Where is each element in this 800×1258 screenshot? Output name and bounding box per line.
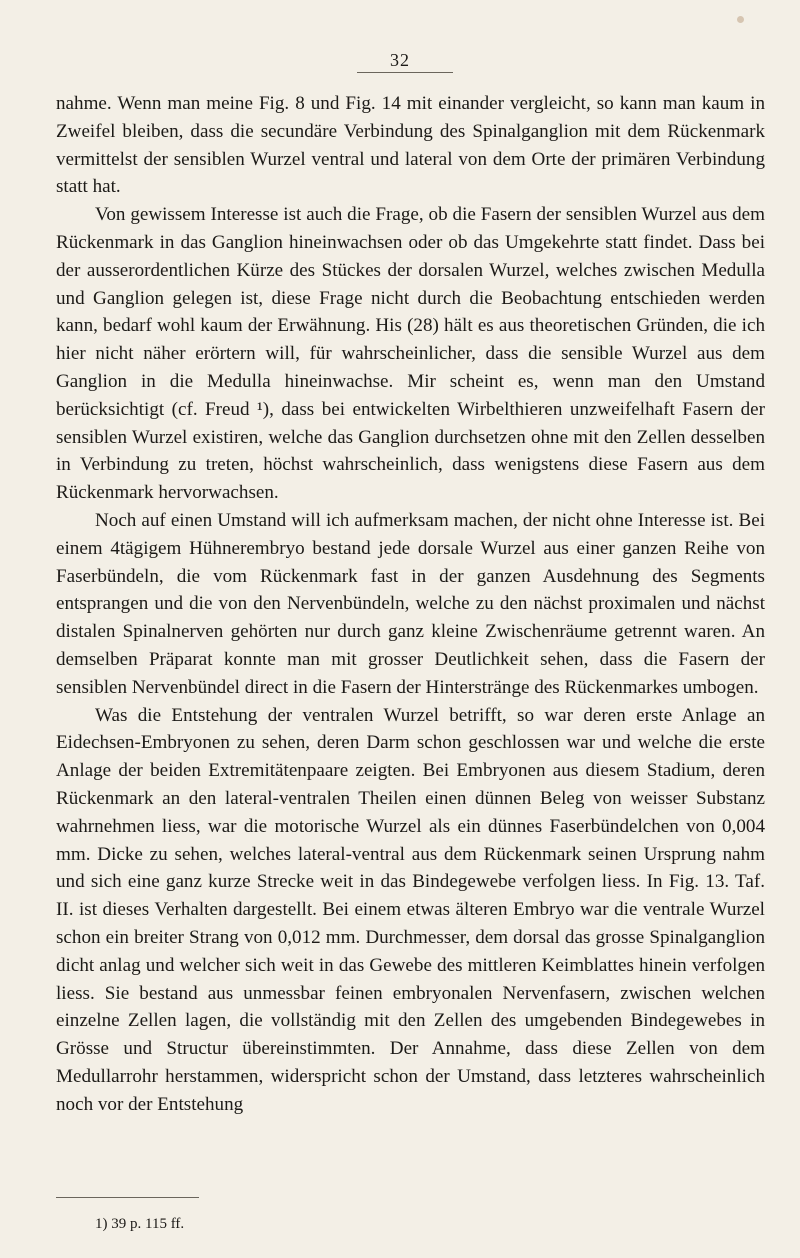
- body-text: [56, 90, 765, 1118]
- paper-stain: [737, 16, 744, 23]
- footnote: 1) 39 p. 115 ff.: [95, 1216, 185, 1232]
- paragraph-2: Von gewissem Interesse ist auch die Frage, ob die Fasern der sensiblen Wurzel aus dem Rückenmark in das Ganglion hineinwachsen oder ob das Umgekehrte statt findet. Dass bei der ausserordentlichen Kürze des Stückes der dorsalen Wurzel, welches zwischen Medulla und Ganglion gelegen ist, diese Frage nicht durch die Beobachtung entschieden werden kann, bedarf wohl kaum der Erwähnung. His (28) hält es aus theoretischen Gründen, die ich hier nicht näher erörtern will, für wahrscheinlicher, dass die sensible Wurzel aus dem Ganglion in die Medulla hineinwachse. Mir scheint es, wenn man den Umstand berücksichtigt (cf. Freud ¹), dass bei entwickelten Wirbelthieren unzweifelhaft Fasern der sensiblen Wurzel existiren, welche das Ganglion durchsetzen ohne mit den Zellen desselben in Verbindung zu treten, höchst wahrscheinlich, dass wenigstens diese Fasern aus dem Rückenmark hervorwachsen.: [56, 204, 765, 504]
- footnote-rule: [56, 1197, 199, 1198]
- paragraph-4: Was die Entstehung der ventralen Wurzel betrifft, so war deren erste Anlage an Eidechsen-Embryonen zu sehen, deren Darm schon geschlossen war und welche die erste Anlage der beiden Extremitätenpaare zeigten. Bei Embryonen aus diesem Stadium, deren Rückenmark an den lateral-ventralen Theilen einen dünnen Beleg von weisser Substanz wahrnehmen liess, war die motorische Wurzel als ein dünnes Faserbündelchen von 0,004 mm. Dicke zu sehen, welches lateral-ventral aus dem Rückenmark seinen Ursprung nahm und sich eine ganz kurze Strecke weit in das Bindegewebe verfolgen liess. In Fig. 13. Taf. II. ist dieses Verhalten dargestellt. Bei einem etwas älteren Embryo war die ventrale Wurzel schon ein breiter Strang von 0,012 mm. Durchmesser, dem dorsal das grosse Spinalganglion dicht anlag und welcher sich weit in das Gewebe des mittleren Keimblattes hinein verfolgen liess. Sie bestand aus unmessbar feinen embryonalen Nervenfasern, zwischen welchen einzelne Zellen lagen, die vollständig mit den Zellen des umgebenden Bindegewebes in Grösse und Structur übereinstimmten. Der Annahme, dass diese Zellen von dem Medullarrohr herstammen, widerspricht schon der Umstand, dass letzteres wahrscheinlich noch vor der Entstehung: [56, 704, 765, 1115]
- header-rule: [357, 72, 453, 73]
- paragraph-3: Noch auf einen Umstand will ich aufmerksam machen, der nicht ohne Interesse ist. Bei einem 4tägigem Hühnerembryo bestand jede dorsale Wurzel aus einer ganzen Reihe von Faserbündeln, die vom Rückenmark fast in der ganzen Ausdehnung des Segments entsprangen und die von den Nervenbündeln, welche zu den nächst proximalen und nächst distalen Spinalnerven gehörten nur durch ganz kleine Zwischenräume getrennt waren. An demselben Präparat konnte man mit grosser Deutlichkeit sehen, dass die Fasern der sensiblen Nervenbündel direct in die Fasern der Hinterstränge des Rückenmarkes umbogen.: [56, 509, 765, 698]
- page-number: 32: [390, 50, 410, 70]
- paragraph-1: nahme. Wenn man meine Fig. 8 und Fig. 14 mit einander vergleicht, so kann man kaum in Zweifel bleiben, dass die secundäre Verbindung des Spinalganglion mit dem Rückenmark vermittelst der sensiblen Wurzel ventral und lateral von dem Orte der primären Verbindung statt hat.: [56, 93, 765, 198]
